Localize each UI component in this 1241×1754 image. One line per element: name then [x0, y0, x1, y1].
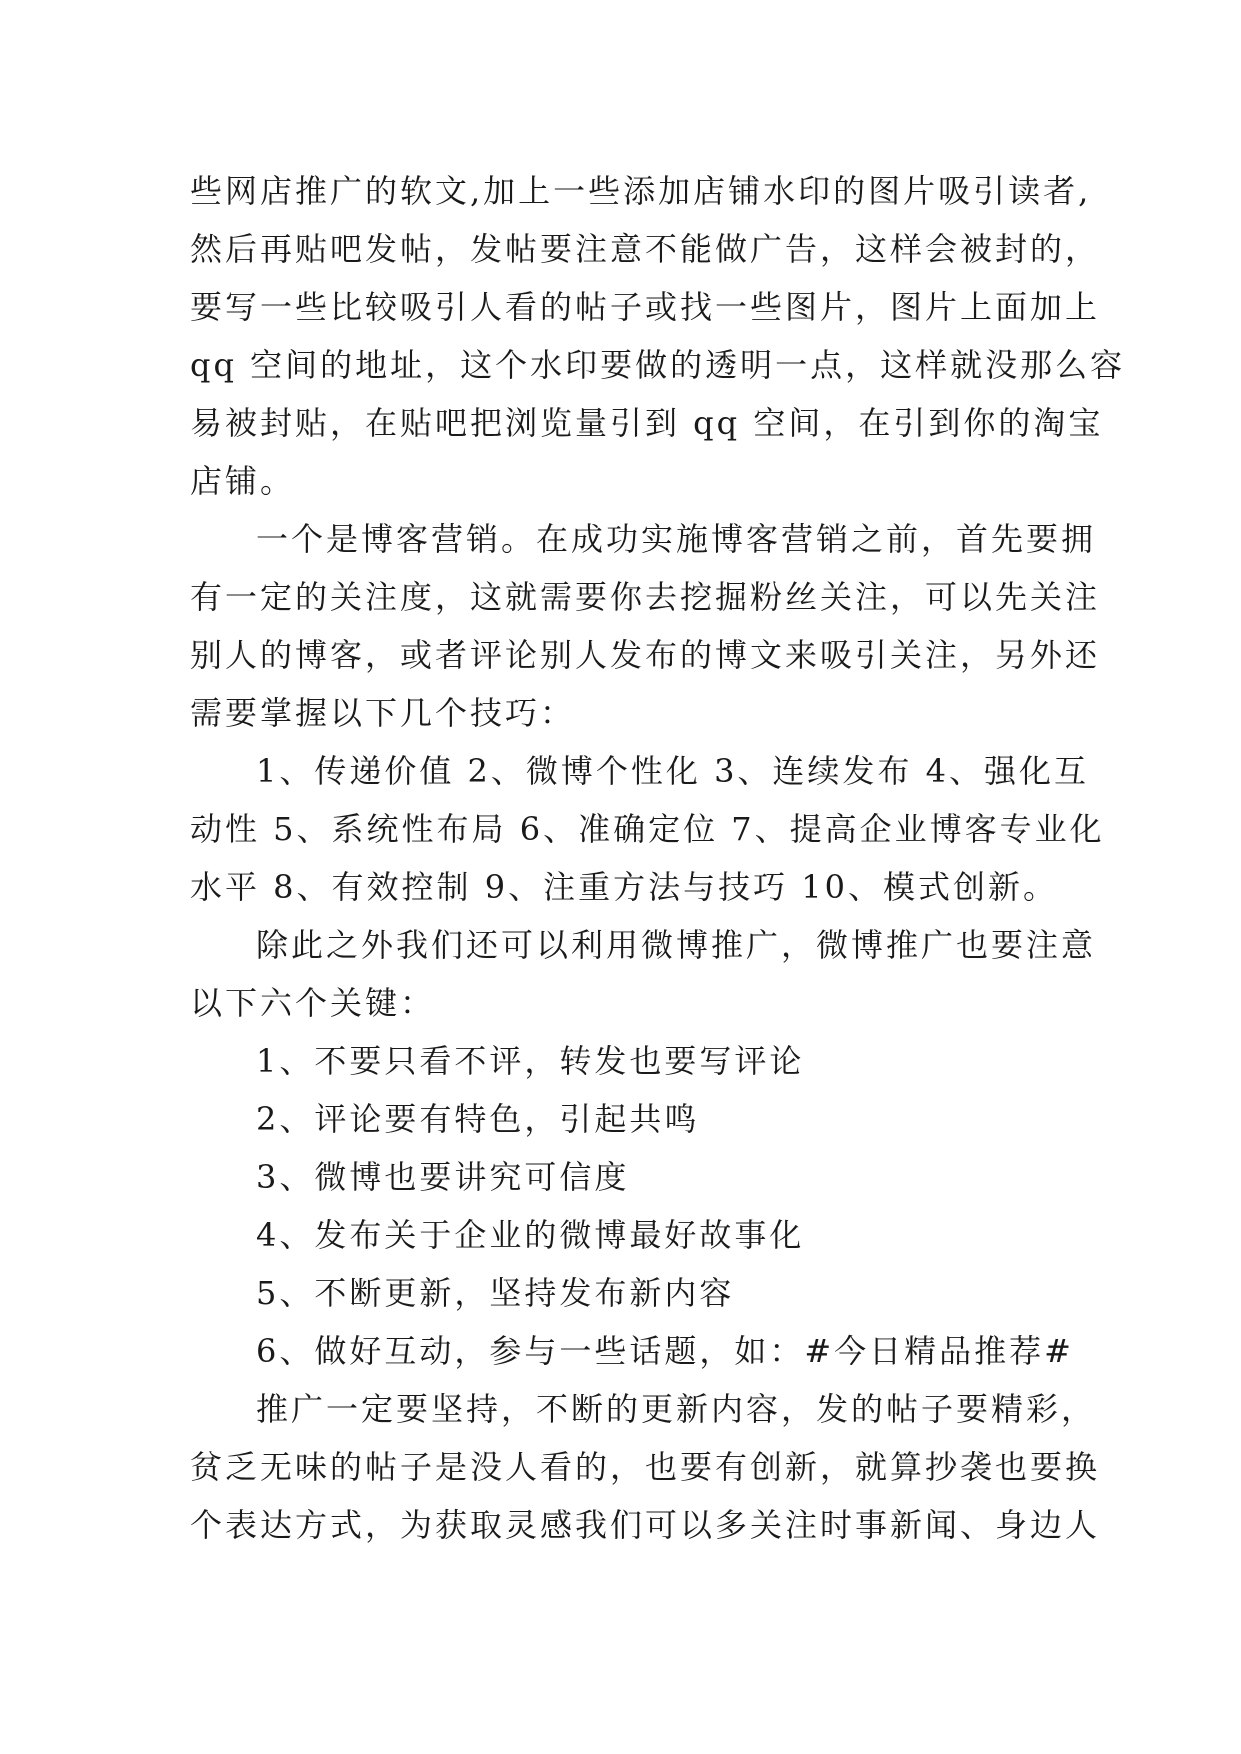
text-line: 别人的博客，或者评论别人发布的博文来吸引关注，另外还: [190, 636, 1101, 674]
text-line: 除此之外我们还可以利用微博推广，微博推广也要注意: [256, 926, 1097, 964]
text-line: 一个是博客营销。在成功实施博客营销之前，首先要拥: [256, 520, 1097, 558]
list-item: 6、做好互动，参与一些话题，如：#今日精品推荐#: [256, 1332, 1074, 1370]
document-body: [190, 162, 1126, 1554]
text-line: 贫乏无味的帖子是没人看的，也要有创新，就算抄袭也要换: [190, 1448, 1101, 1486]
list-item: 4、发布关于企业的微博最好故事化: [256, 1216, 805, 1254]
list-item: 5、不断更新，坚持发布新内容: [256, 1274, 735, 1312]
text-line: 动性 5、系统性布局 6、准确定位 7、提高企业博客专业化: [190, 810, 1105, 848]
text-line: 些网店推广的软文,加上一些添加店铺水印的图片吸引读者,: [190, 172, 1092, 210]
text-line: 然后再贴吧发帖，发帖要注意不能做广告，这样会被封的，: [190, 230, 1101, 268]
list-item: 2、评论要有特色，引起共鸣: [256, 1100, 700, 1138]
text-line: 易被封贴，在贴吧把浏览量引到 qq 空间，在引到你的淘宝: [190, 404, 1104, 442]
list-item: 3、微博也要讲究可信度: [256, 1158, 630, 1196]
text-line: 店铺。: [190, 462, 296, 500]
text-line: 以下六个关键：: [190, 984, 436, 1022]
text-line: 水平 8、有效控制 9、注重方法与技巧 10、模式创新。: [190, 868, 1058, 906]
text-line: 推广一定要坚持，不断的更新内容，发的帖子要精彩，: [256, 1390, 1097, 1428]
text-line: 有一定的关注度，这就需要你去挖掘粉丝关注，可以先关注: [190, 578, 1101, 616]
list-item: 1、不要只看不评，转发也要写评论: [256, 1042, 805, 1080]
text-line: 1、传递价值 2、微博个性化 3、连续发布 4、强化互: [256, 752, 1089, 790]
text-line: qq 空间的地址，这个水印要做的透明一点，这样就没那么容: [190, 346, 1126, 384]
text-line: 个表达方式，为获取灵感我们可以多关注时事新闻、身边人: [190, 1506, 1101, 1544]
text-line: 要写一些比较吸引人看的帖子或找一些图片，图片上面加上: [190, 288, 1101, 326]
text-line: 需要掌握以下几个技巧：: [190, 694, 576, 732]
